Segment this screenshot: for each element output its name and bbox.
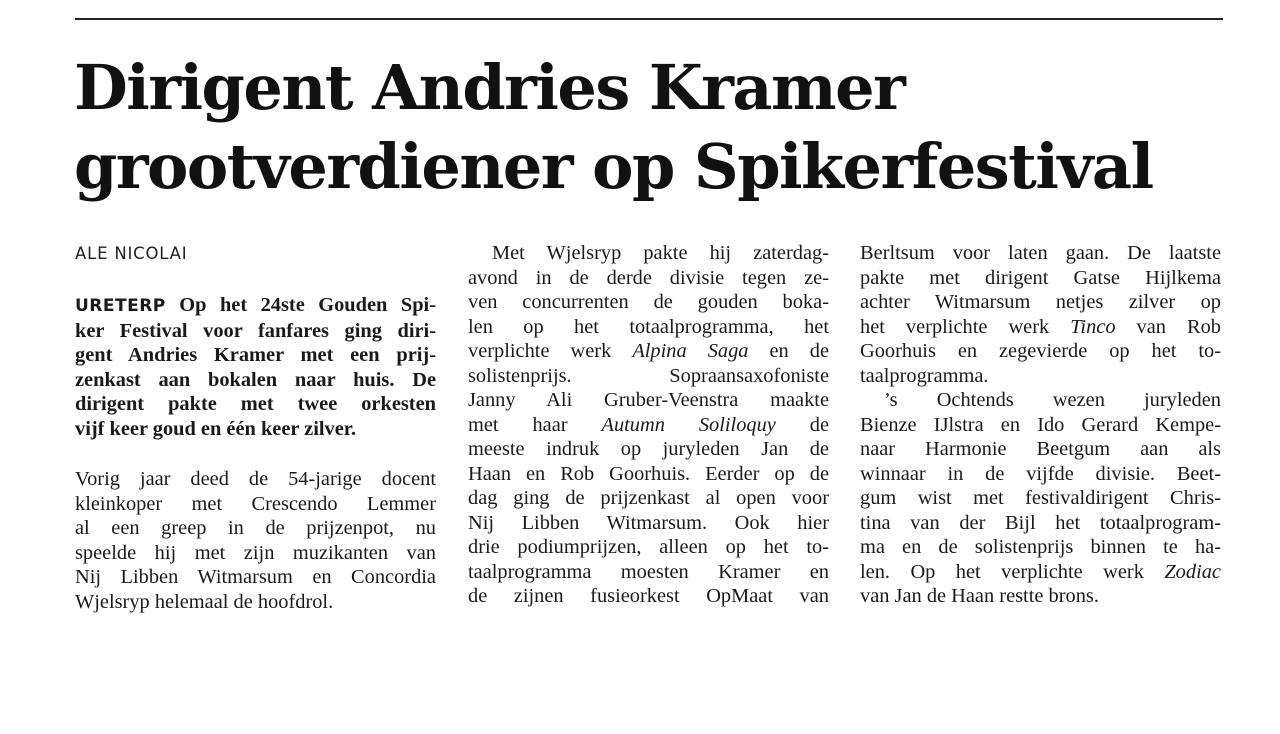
body-line: taalprogramma moesten Kramer en	[468, 560, 829, 583]
article-headline	[74, 48, 1234, 206]
lead-line: gent Andries Kramer met een prij-	[75, 344, 436, 366]
body-line: tina van der Bijl het totaalprogram-	[860, 511, 1221, 534]
body-line: het verplichte werk Tinco van Rob	[860, 315, 1221, 338]
body-line: drie podiumprijzen, alleen op het to-	[468, 536, 829, 558]
body-line: len op het totaalprogramma, het	[468, 315, 829, 338]
body-line: al een greep in de prijzenpot, nu	[75, 517, 436, 539]
body-line: met haar Autumn Soliloquy de	[468, 413, 830, 436]
byline: ALE NICOLAI	[75, 244, 188, 263]
lead-line: vijf keer goud en één keer zilver.	[75, 417, 357, 440]
body-line: verplichte werk Alpina Saga en de	[468, 340, 829, 362]
body-line: de zijnen fusieorkest OpMaat van	[468, 585, 829, 607]
article-column-1	[75, 241, 436, 614]
dateline: URETERP	[75, 296, 166, 316]
headline-line-1: Dirigent Andries Kramer	[74, 51, 905, 124]
lead-line: zenkast aan bokalen naar huis. De	[75, 368, 436, 391]
body-line: Nij Libben Witmarsum en Concordia	[75, 566, 436, 588]
body-line: ’s Ochtends wezen juryleden	[884, 389, 1221, 411]
body-line: achter Witmarsum netjes zilver op	[860, 291, 1221, 313]
body-line: van Jan de Haan restte brons.	[860, 585, 1099, 607]
body-line: naar Harmonie Beetgum aan als	[860, 438, 1221, 460]
body-line: kleinkoper met Crescendo Lemmer	[75, 492, 436, 515]
body-line: Met Wjelsryp pakte hij zaterdag-	[492, 242, 829, 264]
body-line: Wjelsryp helemaal de hoofdrol.	[75, 590, 334, 613]
body-paragraph	[468, 241, 829, 609]
body-line: Berltsum voor laten gaan. De laatste	[860, 242, 1221, 264]
body-line: meeste indruk op juryleden Jan de	[468, 438, 829, 460]
work-title: Tinco	[1070, 315, 1116, 338]
lead-line: URETERP Op het 24ste Gouden Spi-	[75, 294, 436, 316]
body-paragraph	[860, 388, 1221, 609]
body-line: Bienze IJlstra en Ido Gerard Kempe-	[860, 413, 1221, 436]
body-line: Haan en Rob Goorhuis. Eerder op de	[468, 462, 829, 485]
body-line: taalprogramma.	[860, 364, 989, 387]
article-column-3	[860, 241, 1221, 609]
body-line: len. Op het verplichte werk Zodiac	[860, 560, 1221, 583]
article-column-2	[468, 241, 829, 609]
body-line: ven concurrenten de gouden boka-	[468, 291, 829, 313]
body-line: Goorhuis en zegevierde op het to-	[860, 340, 1221, 362]
top-rule	[75, 18, 1223, 20]
body-line: Vorig jaar deed de 54-jarige docent	[75, 468, 436, 490]
lead-paragraph	[75, 293, 436, 441]
body-paragraph	[860, 241, 1221, 388]
work-title: Alpina Saga	[632, 340, 749, 362]
body-line: solistenprijs. Sopraansaxofoniste	[468, 364, 829, 387]
body-line: speelde hij met zijn muzikanten van	[75, 541, 436, 564]
work-title: Zodiac	[1164, 560, 1221, 583]
body-line: pakte met dirigent Gatse Hijlkema	[860, 266, 1221, 289]
body-line: avond in de derde divisie tegen ze-	[468, 266, 829, 289]
work-title: Autumn Soliloquy	[601, 413, 776, 436]
body-line: gum wist met festivaldirigent Chris-	[860, 487, 1221, 509]
headline-line-2: grootverdiener op Spikerfestival	[74, 130, 1153, 203]
body-line: winnaar in de vijfde divisie. Beet-	[860, 462, 1221, 485]
body-line: Nij Libben Witmarsum. Ook hier	[468, 511, 829, 534]
lead-line: dirigent pakte met twee orkesten	[75, 393, 436, 415]
body-paragraph	[75, 467, 436, 614]
body-line: ma en de solistenprijs binnen te ha-	[860, 536, 1221, 558]
body-line: Janny Ali Gruber-Veenstra maakte	[468, 389, 829, 411]
lead-line: ker Festival voor fanfares ging diri-	[75, 319, 436, 342]
body-line: dag ging de prijzenkast al open voor	[468, 487, 829, 509]
